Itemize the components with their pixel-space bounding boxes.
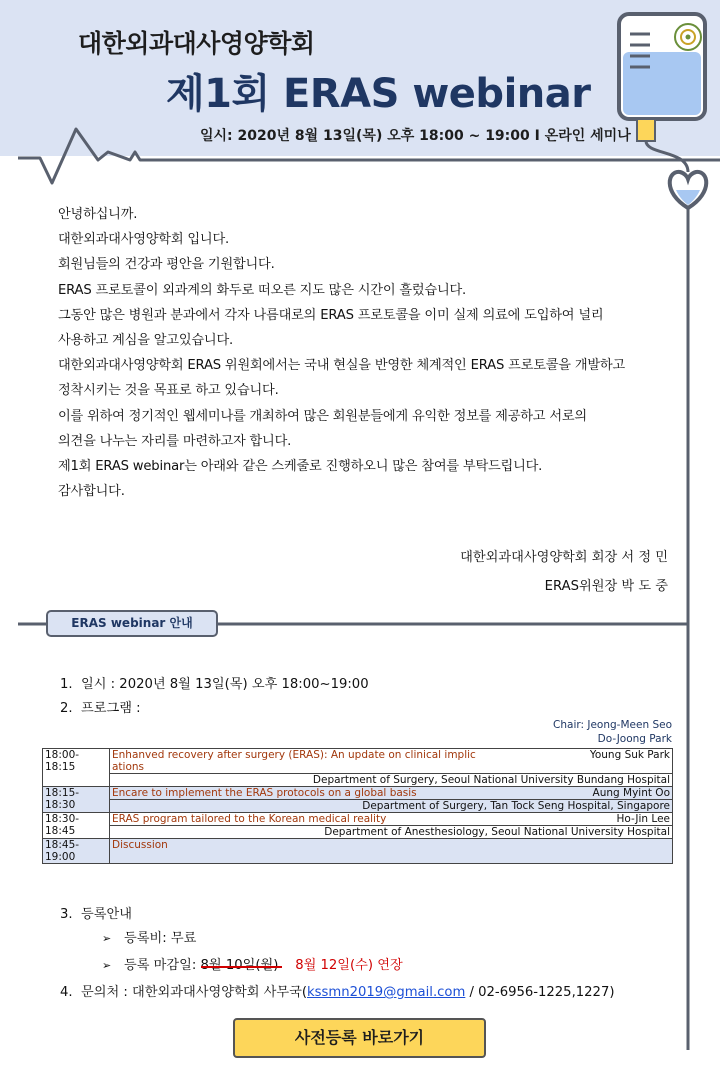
item-number: 1. [60,677,73,692]
iv-bag-fluid [623,52,701,115]
item-text: 일시 : 2020년 8월 13일(목) 오후 18:00~19:00 [81,677,369,692]
registration-fee [102,927,196,946]
signature-committee-chair: ERAS위원장 박 도 중 [544,579,668,594]
session-time: 18:15-18:30 [43,787,110,813]
table-row [43,787,673,800]
society-name: 대한외과대사영양학회 [78,29,315,58]
contact-prefix: 문의처 : 대한외과대사영양학회 사무국( [81,985,307,1000]
item-text: 등록안내 [81,907,132,922]
item-number: 3. [60,907,73,922]
deadline-label: 등록 마감일: [124,958,201,973]
letter-line: ERAS 프로토콜이 외과계의 화두로 떠오른 지도 많은 시간이 흘렀습니다. [58,282,467,298]
contact-email-link[interactable]: kssmn2019@gmail.com [307,985,466,1000]
greeting-letter [58,202,678,504]
fee-text: 등록비: 무료 [124,931,197,946]
session-dept: Department of Anesthesiology, Seoul National University Hospital [110,826,673,839]
session-cell [110,813,673,826]
arrow-bullet-icon: ➢ [102,932,112,945]
session-speaker: Aung Myint Oo [592,787,670,799]
letter-line: 그동안 많은 병원과 분과에서 각자 나름대로의 ERAS 프로토콜을 이미 실제 의료에 도입하여 널리 [58,307,604,323]
session-time: 18:30-18:45 [43,813,110,839]
letter-line: 이를 위하여 정기적인 웹세미나를 개최하여 많은 회원분들에게 유익한 정보를 제공하고 서로의 [58,408,587,424]
info-item-registration [60,903,132,922]
session-topic: ERAS program tailored to the Korean medical reality [112,813,387,825]
deadline-new-date: 8월 12일(수) 연장 [295,958,403,973]
arrow-bullet-icon: ➢ [102,959,112,972]
session-cell [110,749,673,774]
signature-president: 대한외과대사영양학회 회장 서 정 민 [460,550,668,565]
letter-line: 대한외과대사영양학회 입니다. [58,232,229,248]
letter-line: 안녕하십니까. [58,207,138,222]
letter-line: 정착시키는 것을 목표로 하고 있습니다. [58,383,279,399]
program-chair-1: Chair: Jeong-Meen Seo [553,719,672,731]
session-cell [110,839,673,864]
letter-line: 사용하고 계심을 알고있습니다. [58,333,233,349]
table-row [43,749,673,774]
letter-line: 회원님들의 건강과 평안을 기원합니다. [58,257,275,273]
webinar-title: 제1회 ERAS webinar [166,71,591,117]
session-speaker: Ho-Jin Lee [616,813,670,825]
info-item-date [60,673,369,692]
program-chair-2: Do-Joong Park [597,733,672,745]
table-row [43,800,673,813]
table-row [43,826,673,839]
session-time: 18:00-18:15 [43,749,110,787]
letter-line: 제1회 ERAS webinar는 아래와 같은 스케줄로 진행하오니 많은 참여를 부탁드립니다. [58,459,543,475]
table-row [43,774,673,787]
date-line: 일시: 2020년 8월 13일(목) 오후 18:00 ~ 19:00 I 온라인 세미나 [200,128,631,144]
registration-deadline [102,954,403,973]
table-row [43,839,673,864]
session-topic: Discussion [112,839,168,851]
session-time: 18:45-19:00 [43,839,110,864]
session-topic: Enhanved recovery after surgery (ERAS): An update on clinical implications [112,749,476,773]
letter-line: 감사합니다. [58,484,125,500]
pre-registration-button[interactable]: 사전등록 바로가기 [233,1018,486,1058]
info-item-program [60,697,141,716]
contact-suffix: / 02-6956-1225,1227) [465,985,615,1000]
letter-line: 의견을 나누는 자리를 마련하고자 합니다. [58,433,292,449]
session-dept: Department of Surgery, Seoul National University Bundang Hospital [110,774,673,787]
session-dept: Department of Surgery, Tan Tock Seng Hospital, Singapore [110,800,673,813]
letter-line: 대한외과대사영양학회 ERAS 위원회에서는 국내 현실을 반영한 체계적인 ERAS 프로토콜을 개발하고 [58,358,625,374]
item-number: 4. [60,985,73,1000]
program-table [42,748,673,864]
item-number: 2. [60,701,73,716]
deadline-old-date: 8월 10일(월) [200,958,279,973]
item-text: 프로그램 : [81,701,141,716]
session-cell [110,787,673,800]
info-item-contact [60,981,614,1000]
session-speaker: Young Suk Park [589,749,670,761]
table-row [43,813,673,826]
session-topic: Encare to implement the ERAS protocols on a global basis [112,787,417,799]
section-tab-webinar-info: ERAS webinar 안내 [46,610,218,637]
